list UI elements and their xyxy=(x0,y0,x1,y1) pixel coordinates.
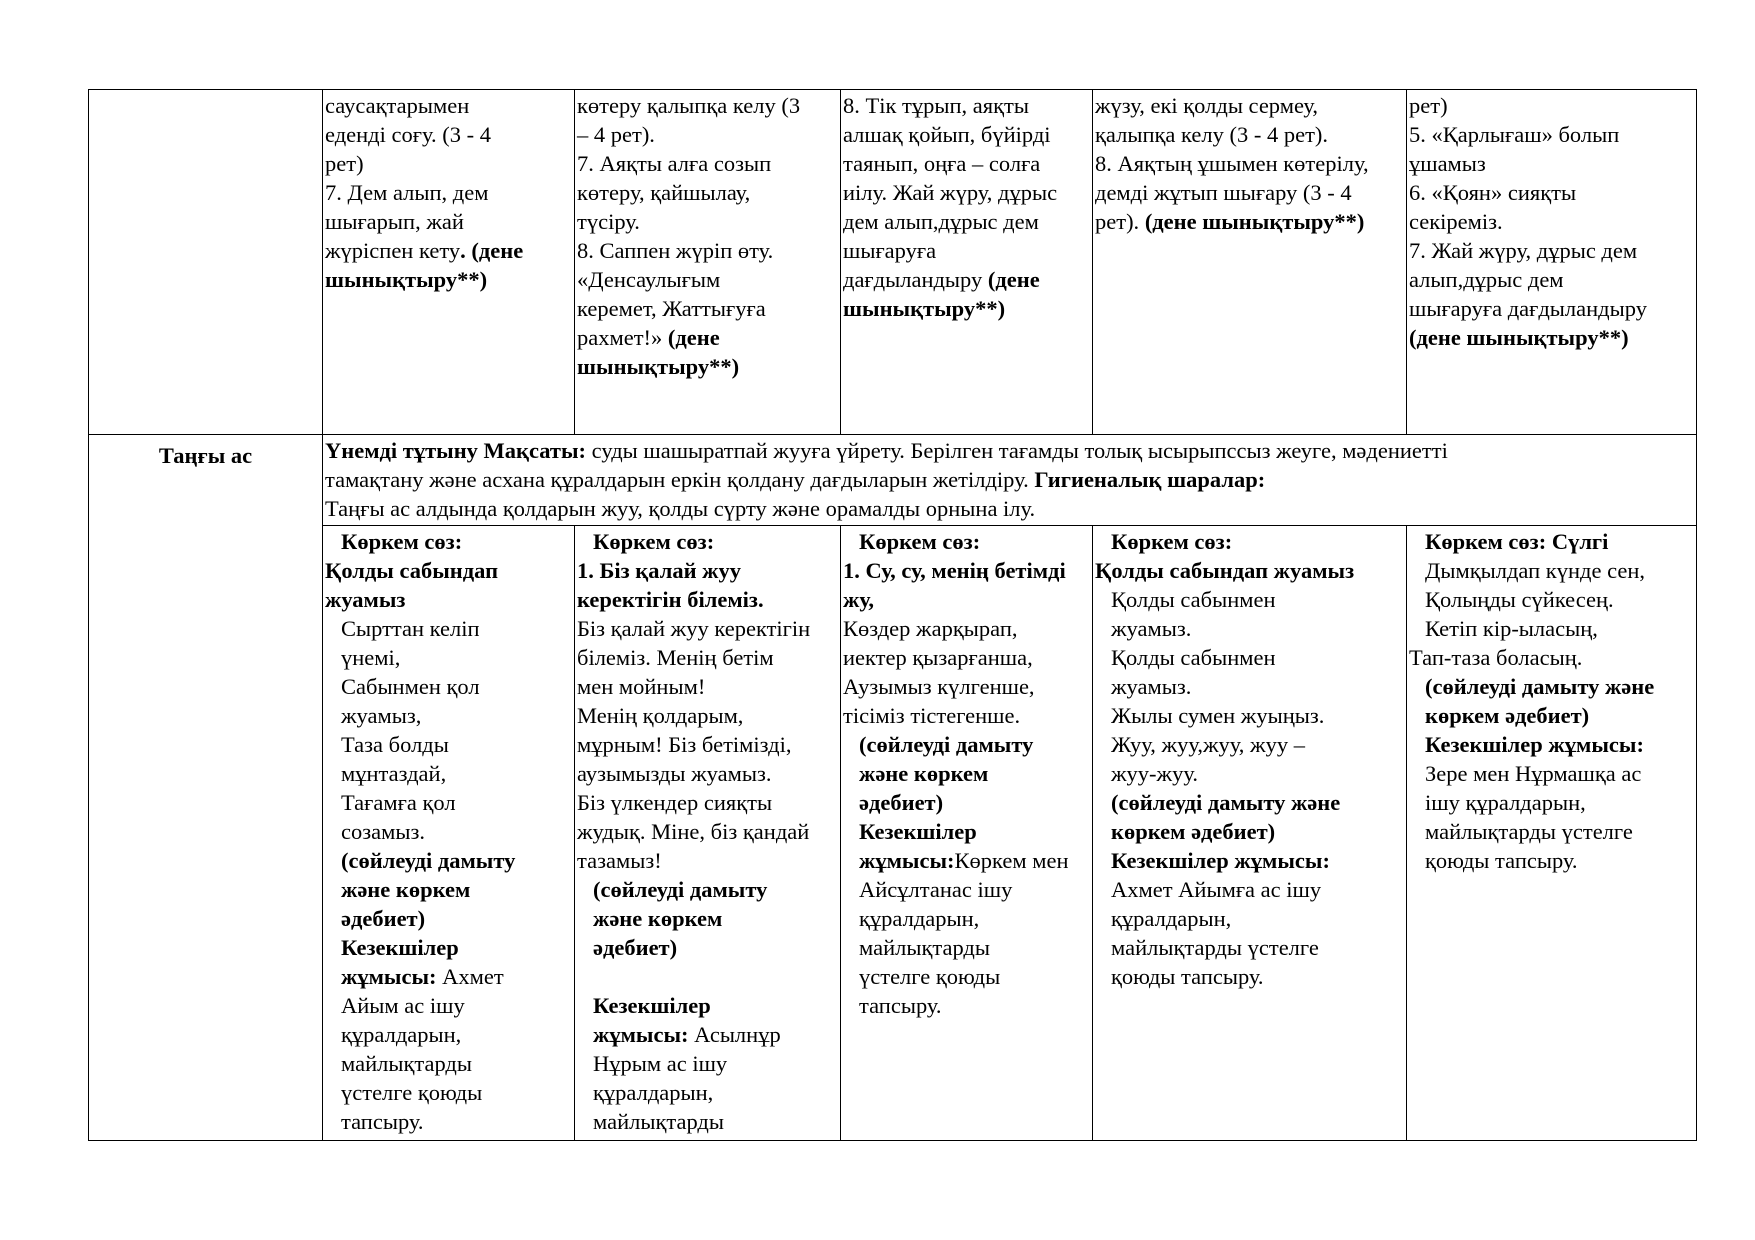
table-row-breakfast-activities xyxy=(89,526,1697,1141)
plain-text: жуамыз, xyxy=(341,703,422,728)
plain-text: Жуу, жуу,жуу, жуу – xyxy=(1111,732,1305,757)
text-line xyxy=(325,1078,572,1107)
plain-text: Жылы сумен жуыңыз. xyxy=(1111,703,1325,728)
text-line xyxy=(577,933,838,962)
plain-text: қоюды тапсыру. xyxy=(1111,964,1264,989)
plain-text: мұрным! Біз бетімізді, xyxy=(577,732,792,757)
text-line xyxy=(325,614,572,643)
table-row-breakfast-goal xyxy=(89,435,1697,526)
plain-text: майлықтарды xyxy=(859,935,991,960)
text-line xyxy=(1095,178,1404,207)
plain-text: тазамыз! xyxy=(577,848,662,873)
plain-text: майлықтарды xyxy=(341,1051,473,1076)
text-line xyxy=(325,730,572,759)
text-line xyxy=(1409,788,1694,817)
plain-text: Көздер жарқырап, xyxy=(843,616,1018,641)
text-line xyxy=(577,701,838,730)
plain-text: Зере мен Нұрмашқа ас xyxy=(1425,761,1642,786)
plain-text: Сырттан келіп xyxy=(341,616,480,641)
text-line xyxy=(325,962,572,991)
bold-text: (сөйлеуді дамыту және xyxy=(1111,790,1341,815)
text-line xyxy=(325,991,572,1020)
text-line xyxy=(1095,788,1404,817)
bold-text: Гигиеналық шаралар: xyxy=(1034,467,1266,492)
plain-text: 8. Аяқтың ұшымен көтерілу, xyxy=(1095,151,1369,176)
text-line xyxy=(843,556,1090,585)
text-line xyxy=(577,846,838,875)
plain-text: Нұрым ас ішу xyxy=(593,1051,728,1076)
text-line xyxy=(843,149,1090,178)
text-line xyxy=(1095,933,1404,962)
plain-text: 7. Аяқты алға созып xyxy=(577,151,772,176)
text-line xyxy=(1409,149,1694,178)
text-line xyxy=(1409,846,1694,875)
text-line xyxy=(577,991,838,1020)
text-line xyxy=(843,962,1090,991)
plain-text: 5. «Қарлығаш» болып xyxy=(1409,122,1620,147)
text-line xyxy=(1095,962,1404,991)
bold-text: Кезекшілер xyxy=(341,935,459,960)
plain-text: еденді соғу. (3 - 4 xyxy=(325,122,491,147)
plain-text: шығаруға xyxy=(843,238,937,263)
text-line xyxy=(843,236,1090,265)
text-line xyxy=(577,265,838,294)
poem-cell-1 xyxy=(323,526,575,1141)
plain-text: көтеру қалыпқа келу (3 xyxy=(577,93,801,118)
plain-text: шығаруға дағдыландыру xyxy=(1409,296,1647,321)
text-line xyxy=(325,933,572,962)
plain-text: 6. «Қоян» сияқты xyxy=(1409,180,1577,205)
text-line xyxy=(577,149,838,178)
text-line xyxy=(1095,817,1404,846)
exercise-cell-3 xyxy=(841,90,1093,435)
text-line xyxy=(577,120,838,149)
text-line xyxy=(1095,585,1404,614)
text-line xyxy=(325,585,572,614)
text-line xyxy=(1409,701,1694,730)
plain-text: майлықтарды үстелге xyxy=(1111,935,1319,960)
plain-text: Таза болды xyxy=(341,732,449,757)
text-line xyxy=(843,643,1090,672)
text-line xyxy=(1409,265,1694,294)
plain-text: тапсыру. xyxy=(341,1109,424,1134)
text-line xyxy=(1095,759,1404,788)
plain-text: құралдарын, xyxy=(341,1022,462,1047)
bold-text: Кезекшілер жұмысы: xyxy=(1111,848,1330,873)
text-line xyxy=(1095,120,1404,149)
plain-text: Біз қалай жуу керектігін xyxy=(577,616,811,641)
plain-text: иектер қызарғанша, xyxy=(843,645,1033,670)
breakfast-goal-cell xyxy=(323,435,1697,526)
text-line xyxy=(843,817,1090,846)
text-line xyxy=(1409,643,1694,672)
plain-text: үнемі, xyxy=(341,645,401,670)
text-line xyxy=(1409,91,1694,120)
plain-text: Көркем мен xyxy=(954,848,1069,873)
text-line xyxy=(843,178,1090,207)
text-line xyxy=(577,178,838,207)
plain-text: созамыз. xyxy=(341,819,425,844)
text-line xyxy=(1409,556,1694,585)
plain-text: 7. Жай жүру, дұрыс дем xyxy=(1409,238,1638,263)
plain-text: 8. Саппен жүріп өту. xyxy=(577,238,774,263)
text-line xyxy=(577,730,838,759)
plain-text: аузымызды жуамыз. xyxy=(577,761,772,786)
plain-text: жуамыз. xyxy=(1111,616,1192,641)
plain-text: рет). xyxy=(1095,209,1145,234)
text-line xyxy=(1095,846,1404,875)
plain-text: тісіміз тістегенше. xyxy=(843,703,1021,728)
text-line xyxy=(843,585,1090,614)
text-line xyxy=(325,178,572,207)
text-line xyxy=(1409,759,1694,788)
text-line xyxy=(1095,614,1404,643)
poem-cell-5 xyxy=(1407,526,1697,1141)
plain-text: «Денсаулығым xyxy=(577,267,721,292)
plain-text: таянып, оңға – солға xyxy=(843,151,1041,176)
text-line xyxy=(843,614,1090,643)
text-line xyxy=(325,759,572,788)
text-line xyxy=(843,672,1090,701)
text-line xyxy=(325,120,572,149)
goal-line xyxy=(325,465,1694,494)
goal-line xyxy=(325,494,1694,523)
row-label-breakfast: Таңғы ас xyxy=(89,435,323,1141)
bold-text: жұмысы: xyxy=(341,964,437,989)
text-line xyxy=(843,759,1090,788)
text-line xyxy=(325,904,572,933)
plain-text: құралдарын, xyxy=(1111,906,1232,931)
plain-text: дағдыландыру xyxy=(843,267,988,292)
text-line xyxy=(577,352,838,381)
text-line xyxy=(325,846,572,875)
text-line xyxy=(1095,672,1404,701)
text-line xyxy=(577,1078,838,1107)
text-line xyxy=(1409,585,1694,614)
plain-text: ішу құралдарын, xyxy=(1425,790,1586,815)
plain-text: – 4 рет). xyxy=(577,122,655,147)
text-line xyxy=(1095,556,1404,585)
text-line xyxy=(325,91,572,120)
plain-text: Ахмет Айымға ас ішу xyxy=(1111,877,1322,902)
bold-text: . (дене xyxy=(460,238,524,263)
text-line xyxy=(1409,323,1694,352)
plain-text: Қолды сабынмен xyxy=(1111,645,1276,670)
bold-text: әдебиет) xyxy=(593,935,678,960)
plain-text: жудық. Міне, біз қандай xyxy=(577,819,810,844)
text-line xyxy=(1409,730,1694,759)
text-line xyxy=(1095,730,1404,759)
plain-text: ұшамыз xyxy=(1409,151,1486,176)
poem-cell-3 xyxy=(841,526,1093,1141)
text-line xyxy=(843,875,1090,904)
text-line xyxy=(843,527,1090,556)
bold-text: көркем әдебиет) xyxy=(1111,819,1276,844)
plain-text: демді жұтып шығару (3 - 4 xyxy=(1095,180,1352,205)
bold-text: Көркем сөз: xyxy=(1111,529,1233,554)
text-line xyxy=(1409,294,1694,323)
plain-text: қоюды тапсыру. xyxy=(1425,848,1578,873)
text-line xyxy=(843,120,1090,149)
text-line xyxy=(577,323,838,352)
text-line xyxy=(325,788,572,817)
bold-text: Кезекшілер xyxy=(859,819,977,844)
plain-text: Айсұлтанас ішу xyxy=(859,877,1013,902)
exercise-cell-4 xyxy=(1093,90,1407,435)
bold-text: жұмысы: xyxy=(593,1022,689,1047)
text-line xyxy=(1095,149,1404,178)
bold-text: Кезекшілер жұмысы: xyxy=(1425,732,1644,757)
plain-text: Таңғы ас алдында қолдарын жуу, қолды сүрту және орамалды орнына ілу. xyxy=(325,496,1036,521)
plain-text: дем алып,дұрыс дем xyxy=(843,209,1039,234)
text-line xyxy=(577,585,838,614)
text-line xyxy=(577,294,838,323)
bold-text: және көркем xyxy=(859,761,989,786)
text-line xyxy=(1409,120,1694,149)
plain-text: көтеру, қайшылау, xyxy=(577,180,751,205)
text-line xyxy=(577,788,838,817)
bold-text: (сөйлеуді дамыту және xyxy=(1425,674,1655,699)
text-line xyxy=(1409,236,1694,265)
text-line xyxy=(577,904,838,933)
plain-text: Сабынмен қол xyxy=(341,674,480,699)
bold-text: Көркем сөз: xyxy=(341,529,463,554)
bold-text: (сөйлеуді дамыту xyxy=(859,732,1034,757)
text-line xyxy=(325,556,572,585)
plain-text: иілу. Жай жүру, дұрыс xyxy=(843,180,1058,205)
text-line xyxy=(843,933,1090,962)
plain-text: Менің қолдарым, xyxy=(577,703,744,728)
bold-text: (дене xyxy=(667,325,720,350)
plain-text: түсіру. xyxy=(577,209,640,234)
bold-text: 1. Біз қалай жуу xyxy=(577,558,741,583)
plain-text: Аузымыз күлгенше, xyxy=(843,674,1035,699)
text-line xyxy=(843,91,1090,120)
plain-text: майлықтарды үстелге xyxy=(1425,819,1633,844)
bold-text: Үнемді тұтыну Мақсаты: xyxy=(325,438,587,463)
plain-text: Қолыңды сүйкесең. xyxy=(1425,587,1614,612)
text-line xyxy=(577,91,838,120)
text-line xyxy=(1095,643,1404,672)
text-line xyxy=(1095,207,1404,236)
bold-text: және көркем xyxy=(341,877,471,902)
plain-text: майлықтарды xyxy=(593,1109,725,1134)
poem-cell-4 xyxy=(1093,526,1407,1141)
text-line xyxy=(843,788,1090,817)
goal-line xyxy=(325,436,1694,465)
plain-text: тапсыру. xyxy=(859,993,942,1018)
exercise-cell-1 xyxy=(323,90,575,435)
text-line xyxy=(325,1107,572,1136)
text-line xyxy=(577,236,838,265)
text-line xyxy=(577,817,838,846)
plain-text: Тап-таза боласың. xyxy=(1409,645,1583,670)
text-line xyxy=(577,1020,838,1049)
text-line xyxy=(577,614,838,643)
text-line xyxy=(1409,672,1694,701)
text-line xyxy=(1095,527,1404,556)
bold-text: (дене шынықтыру**) xyxy=(1409,325,1629,350)
text-line xyxy=(325,236,572,265)
plain-text: Дымқылдап күнде сен, xyxy=(1425,558,1645,583)
bold-text: Кезекшілер xyxy=(593,993,711,1018)
bold-text: Қолды сабындап жуамыз xyxy=(1095,558,1355,583)
exercise-cell-5 xyxy=(1407,90,1697,435)
bold-text: Көркем сөз: Сүлгі xyxy=(1425,529,1609,554)
text-line xyxy=(1095,91,1404,120)
text-line xyxy=(325,643,572,672)
text-line xyxy=(577,556,838,585)
plain-text: суды шашыратпай жууға үйрету. Берілген тағамды толық ысырыпссыз жеуге, мәдениетті xyxy=(586,438,1448,463)
bold-text: Көркем сөз: xyxy=(859,529,981,554)
plain-text: саусақтарымен xyxy=(325,93,470,118)
text-line xyxy=(325,1020,572,1049)
plain-text: Айым ас ішу xyxy=(341,993,465,1018)
text-line xyxy=(577,875,838,904)
text-line xyxy=(325,672,572,701)
plain-text: жуамыз. xyxy=(1111,674,1192,699)
plain-text: үстелге қоюды xyxy=(859,964,1001,989)
text-line xyxy=(843,730,1090,759)
bold-text: (сөйлеуді дамыту xyxy=(341,848,516,873)
text-line xyxy=(577,672,838,701)
bold-text: Көркем сөз: xyxy=(593,529,715,554)
text-line xyxy=(325,527,572,556)
bold-text: керектігін білеміз. xyxy=(577,587,764,612)
plain-text: жүріспен кету xyxy=(325,238,461,263)
plain-text: Кетіп кір-ыласың, xyxy=(1425,616,1598,641)
bold-text: шынықтыру**) xyxy=(843,296,1006,321)
text-line xyxy=(1409,817,1694,846)
plain-text: 8. Тік тұрып, аяқты xyxy=(843,93,1030,118)
text-line xyxy=(1409,527,1694,556)
plain-text: Асылнұр xyxy=(688,1022,781,1047)
plain-text: секіреміз. xyxy=(1409,209,1503,234)
text-line xyxy=(577,527,838,556)
bold-text: шынықтыру**) xyxy=(325,267,488,292)
plain-text: рет) xyxy=(325,151,364,176)
plain-text: алып,дұрыс дем xyxy=(1409,267,1564,292)
bold-text: 1. Су, су, менің бетімді xyxy=(843,558,1066,583)
bold-text: жұмысы: xyxy=(859,848,955,873)
text-line xyxy=(1095,701,1404,730)
bold-text: көркем әдебиет) xyxy=(1425,703,1590,728)
plain-text: құралдарын, xyxy=(859,906,980,931)
text-line xyxy=(577,1049,838,1078)
plain-text: қалыпқа келу (3 - 4 рет). xyxy=(1095,122,1329,147)
text-line xyxy=(325,265,572,294)
plain-text: Қолды сабынмен xyxy=(1111,587,1276,612)
text-line xyxy=(577,759,838,788)
plain-text: рахмет!» xyxy=(577,325,668,350)
text-line xyxy=(577,207,838,236)
text-line xyxy=(843,904,1090,933)
plain-text: Ахмет xyxy=(436,964,504,989)
text-line xyxy=(577,962,838,991)
plain-text: құралдарын, xyxy=(593,1080,714,1105)
row-label-empty xyxy=(89,90,323,435)
daily-plan-table xyxy=(88,89,1697,1141)
plain-text: алшақ қойып, бүйірді xyxy=(843,122,1051,147)
bold-text: әдебиет) xyxy=(859,790,944,815)
bold-text: Қолды сабындап xyxy=(325,558,499,583)
text-line xyxy=(1095,875,1404,904)
bold-text: және көркем xyxy=(593,906,723,931)
text-line xyxy=(577,1107,838,1136)
plain-text: керемет, Жаттығуға xyxy=(577,296,766,321)
table-row-exercises xyxy=(89,90,1697,435)
text-line xyxy=(843,846,1090,875)
text-line xyxy=(843,294,1090,323)
plain-text: жүзу, екі қолды сермеу, xyxy=(1095,93,1319,118)
text-line xyxy=(1409,207,1694,236)
text-line xyxy=(1409,178,1694,207)
text-line xyxy=(577,643,838,672)
text-line xyxy=(325,1049,572,1078)
text-line xyxy=(843,991,1090,1020)
poem-cell-2 xyxy=(575,526,841,1141)
plain-text: жуу-жуу. xyxy=(1111,761,1198,786)
plain-text: Тағамға қол xyxy=(341,790,456,815)
exercise-cell-2 xyxy=(575,90,841,435)
bold-text: жу, xyxy=(843,587,874,612)
text-line xyxy=(325,875,572,904)
text-line xyxy=(325,207,572,236)
bold-text: жуамыз xyxy=(325,587,406,612)
text-line xyxy=(325,701,572,730)
text-line xyxy=(843,207,1090,236)
plain-text: білеміз. Менің бетім xyxy=(577,645,774,670)
plain-text: мен мойным! xyxy=(577,674,706,699)
bold-text: шынықтыру**) xyxy=(577,354,740,379)
text-line xyxy=(325,817,572,846)
plain-text: мұнтаздай, xyxy=(341,761,447,786)
text-line xyxy=(843,265,1090,294)
bold-text: (дене xyxy=(987,267,1040,292)
plain-text: шығарып, жай xyxy=(325,209,464,234)
text-line xyxy=(325,149,572,178)
text-line xyxy=(843,701,1090,730)
text-line xyxy=(1409,614,1694,643)
bold-text: (дене шынықтыру**) xyxy=(1144,209,1365,234)
plain-text: Біз үлкендер сияқты xyxy=(577,790,773,815)
plain-text: 7. Дем алып, дем xyxy=(325,180,489,205)
plain-text: үстелге қоюды xyxy=(341,1080,483,1105)
bold-text: (сөйлеуді дамыту xyxy=(593,877,768,902)
plain-text: тамақтану және асхана құралдарын еркін қолдану дағдыларын жетілдіру. xyxy=(325,467,1035,492)
bold-text: әдебиет) xyxy=(341,906,426,931)
plain-text: рет) xyxy=(1409,93,1448,118)
text-line xyxy=(1095,904,1404,933)
